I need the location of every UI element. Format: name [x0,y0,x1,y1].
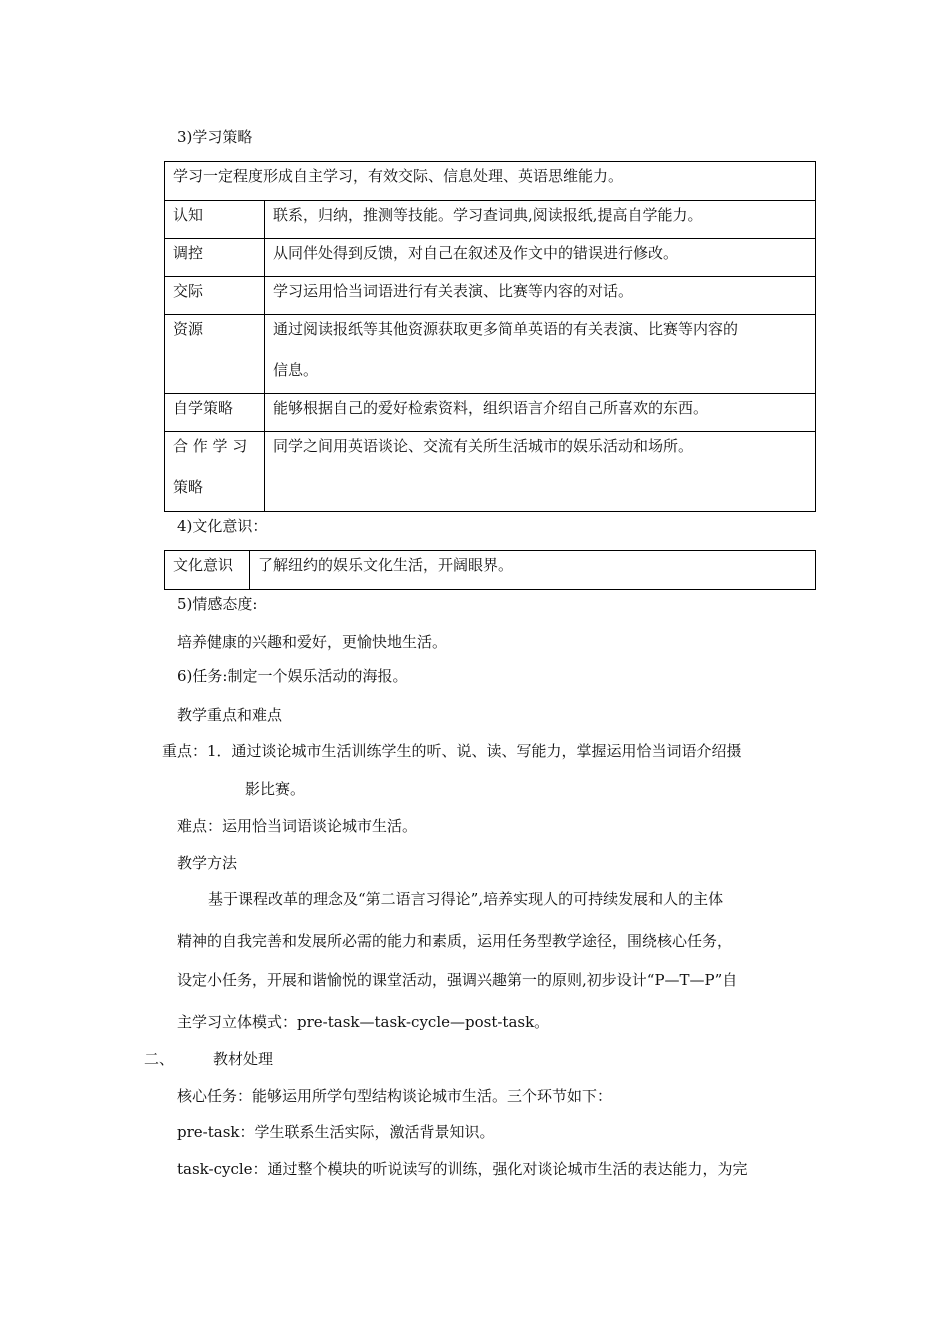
key-point-line1: 重点：1．通过谈论城市生活训练学生的听、说、读、写能力，掌握运用恰当词语介绍摄 [162,742,742,760]
materials-number: 二、 [144,1050,175,1068]
strategy-row-label: 认知 [165,201,265,239]
strategy-row-label: 资源 [165,315,265,394]
learning-strategy-table [164,161,816,512]
strategy-row-label: 调控 [165,239,265,277]
strategy-row-label: 交际 [165,277,265,315]
culture-table [164,550,816,590]
method-heading: 教学方法 [177,854,238,872]
strategy-row-text-line2: 信息。 [273,361,319,379]
materials-heading: 教材处理 [213,1050,274,1068]
strategy-row-label-line1: 合 作 学 习 [173,437,248,455]
core-task: 核心任务：能够运用所学句型结构谈论城市生活。三个环节如下： [177,1087,613,1105]
strategy-row-text: 同学之间用英语谈论、交流有关所生活城市的娱乐活动和场所。 [265,432,816,512]
strategy-row-text [265,315,816,394]
method-paragraph-line: 设定小任务，开展和谐愉悦的课堂活动，强调兴趣第一的原则,初步设计“P—T—P”自 [177,971,738,989]
strategy-row-label: 自学策略 [165,394,265,432]
culture-text: 了解纽约的娱乐文化生活，开阔眼界。 [250,551,816,590]
section4-heading: 4)文化意识： [177,517,268,535]
strategy-table-header: 学习一定程度形成自主学习，有效交际、信息处理、英语思维能力。 [165,162,816,201]
strategy-row-text: 能够根据自己的爱好检索资料，组织语言介绍自己所喜欢的东西。 [265,394,816,432]
difficulty-point: 难点：运用恰当词语谈论城市生活。 [177,817,418,835]
section3-heading: 3)学习策略 [177,128,253,146]
method-paragraph-line: 基于课程改革的理念及“第二语言习得论”,培养实现人的可持续发展和人的主体 [208,890,724,908]
section5-heading: 5)情感态度: [177,595,258,613]
strategy-row-text: 联系，归纳，推测等技能。学习查词典,阅读报纸,提高自学能力。 [265,201,816,239]
strategy-row-text: 学习运用恰当词语进行有关表演、比赛等内容的对话。 [265,277,816,315]
key-point-line2: 影比赛。 [245,780,306,798]
method-paragraph-line: 主学习立体模式：pre-task—task-cycle—post-task。 [177,1013,550,1031]
strategy-row-label [165,432,265,512]
method-paragraph-line: 精神的自我完善和发展所必需的能力和素质，运用任务型教学途径，围绕核心任务， [177,932,733,950]
strategy-row-text-line1: 通过阅读报纸等其他资源获取更多简单英语的有关表演、比赛等内容的 [273,320,739,338]
culture-label: 文化意识 [165,551,250,590]
focus-heading: 教学重点和难点 [177,706,283,724]
pre-task-line: pre-task：学生联系生活实际，激活背景知识。 [177,1123,495,1141]
strategy-row-label-line2: 策略 [173,478,204,496]
task-cycle-line: task-cycle：通过整个模块的听说读写的训练，强化对谈论城市生活的表达能力，为完 [177,1160,748,1178]
strategy-row-text: 从同伴处得到反馈，对自己在叙述及作文中的错误进行修改。 [265,239,816,277]
section6-heading: 6)任务:制定一个娱乐活动的海报。 [177,667,408,685]
section5-text: 培养健康的兴趣和爱好，更愉快地生活。 [177,633,448,651]
